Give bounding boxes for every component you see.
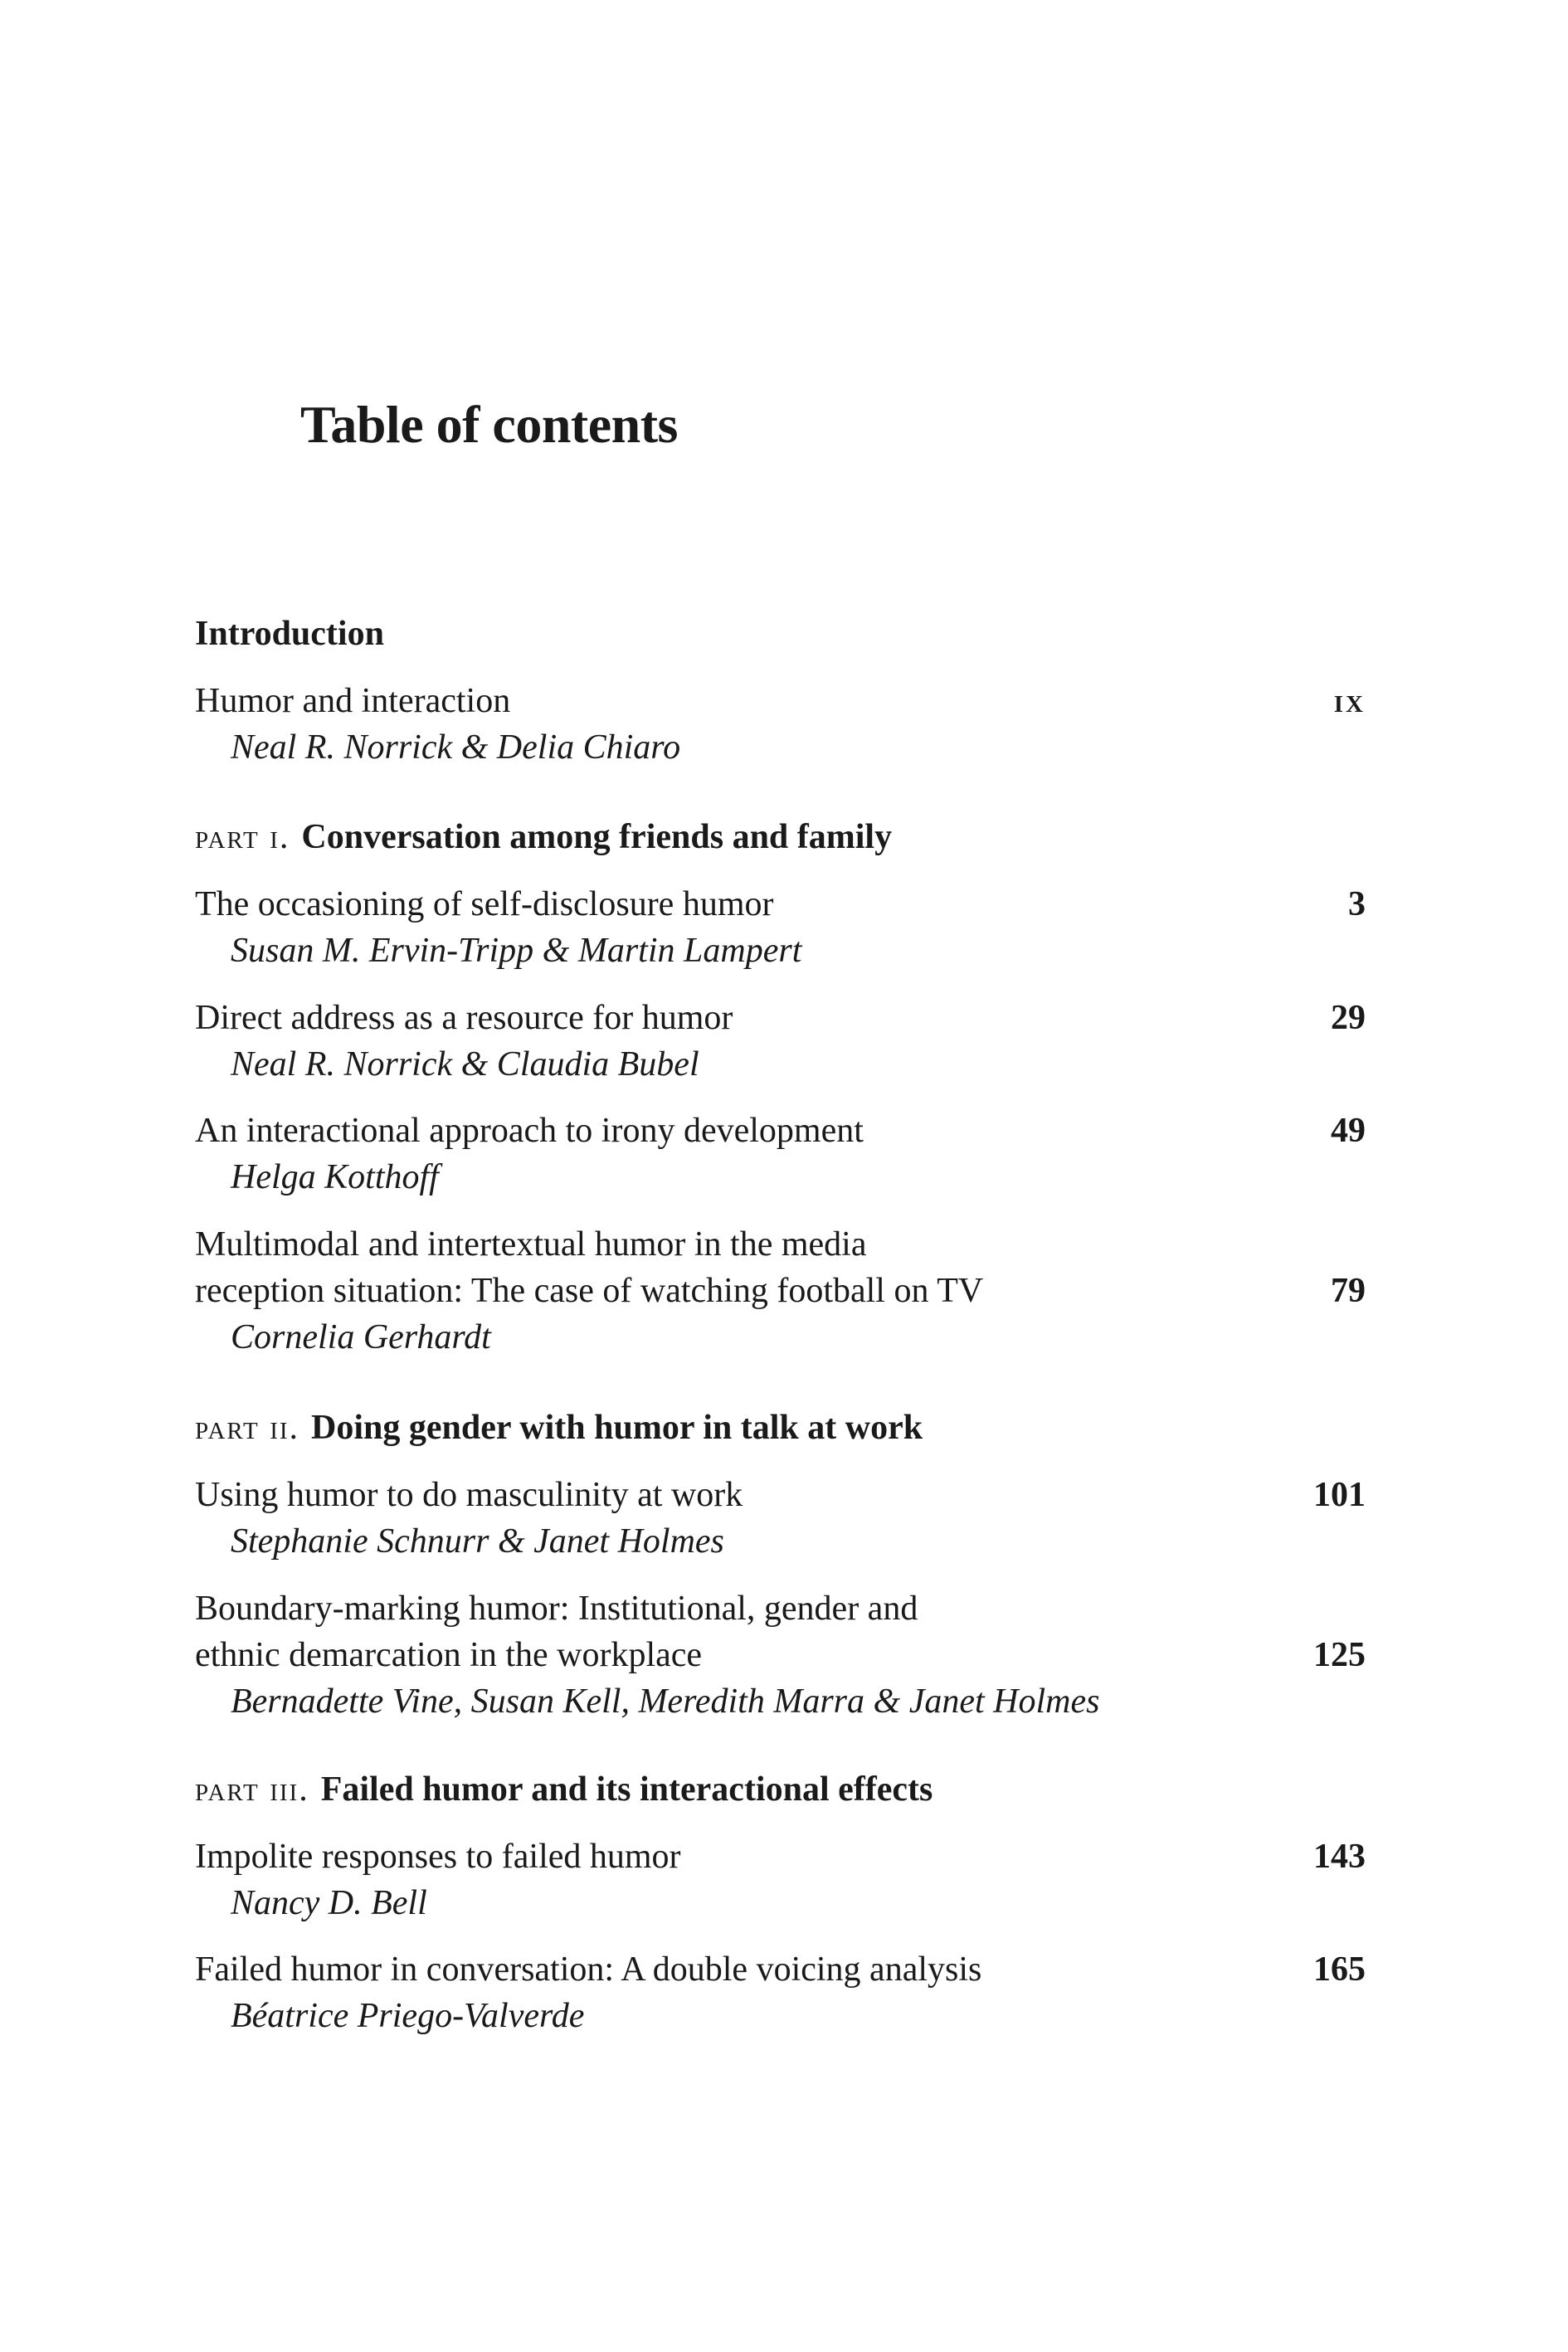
entry-author: Stephanie Schnurr & Janet Holmes — [231, 1522, 724, 1561]
entry-author: Susan M. Ervin-Tripp & Martin Lampert — [231, 932, 802, 970]
entry-title: Impolite responses to failed humor — [195, 1838, 681, 1876]
part-label: part ii. — [195, 1409, 300, 1447]
entry-author: Cornelia Gerhardt — [231, 1318, 491, 1356]
toc-entry[interactable] — [195, 1221, 1366, 1361]
entry-page-number: 49 — [1331, 1112, 1366, 1150]
entry-page-number: 79 — [1331, 1272, 1366, 1310]
part-heading — [195, 1405, 923, 1451]
entry-page-number: 29 — [1331, 999, 1366, 1037]
toc-entry[interactable] — [195, 678, 1366, 771]
entry-page-number: 125 — [1313, 1636, 1366, 1674]
entry-title: Humor and interaction — [195, 682, 511, 720]
entry-author: Nancy D. Bell — [231, 1884, 427, 1922]
entry-title: Multimodal and intertextual humor in the media — [195, 1225, 867, 1264]
entry-page-number: 165 — [1313, 1950, 1366, 1989]
section-heading-introduction: Introduction — [195, 615, 384, 653]
part-heading — [195, 1766, 933, 1813]
toc-entry[interactable] — [195, 1946, 1366, 2039]
entry-author: Béatrice Priego-Valverde — [231, 1997, 585, 2035]
entry-title: Failed humor in conversation: A double voicing analysis — [195, 1950, 982, 1989]
part-title: Conversation among friends and family — [301, 818, 893, 856]
part-heading — [195, 814, 892, 860]
toc-entry[interactable] — [195, 995, 1366, 1088]
part-title: Doing gender with humor in talk at work — [311, 1409, 923, 1447]
toc-entry[interactable] — [195, 1585, 1366, 1725]
entry-author: Neal R. Norrick & Delia Chiaro — [231, 728, 681, 767]
part-label: part iii. — [195, 1770, 309, 1809]
entry-title: ethnic demarcation in the workplace — [195, 1636, 703, 1674]
entry-title: Direct address as a resource for humor — [195, 999, 733, 1037]
entry-title: Boundary-marking humor: Institutional, gender and — [195, 1590, 918, 1628]
part-title: Failed humor and its interactional effects — [320, 1770, 933, 1809]
introduction-heading — [195, 611, 384, 657]
entry-author: Neal R. Norrick & Claudia Bubel — [231, 1045, 699, 1083]
toc-entry[interactable] — [195, 881, 1366, 974]
entry-page-number: 101 — [1313, 1476, 1366, 1514]
entry-author: Helga Kotthoff — [231, 1158, 439, 1196]
entry-page-number: 3 — [1348, 885, 1366, 923]
toc-entry[interactable] — [195, 1833, 1366, 1926]
entry-page-number: 143 — [1313, 1838, 1366, 1876]
page-title: Table of contents — [300, 395, 678, 454]
toc-entry[interactable] — [195, 1108, 1366, 1200]
toc-entry[interactable] — [195, 1472, 1366, 1565]
part-label: part i. — [195, 818, 290, 856]
entry-page-number: ix — [1333, 682, 1366, 720]
entry-title: reception situation: The case of watching football on TV — [195, 1272, 984, 1310]
entry-title: An interactional approach to irony development — [195, 1112, 864, 1150]
entry-title: The occasioning of self-disclosure humor — [195, 885, 774, 923]
entry-author: Bernadette Vine, Susan Kell, Meredith Marra & Janet Holmes — [231, 1682, 1100, 1721]
entry-title: Using humor to do masculinity at work — [195, 1476, 743, 1514]
